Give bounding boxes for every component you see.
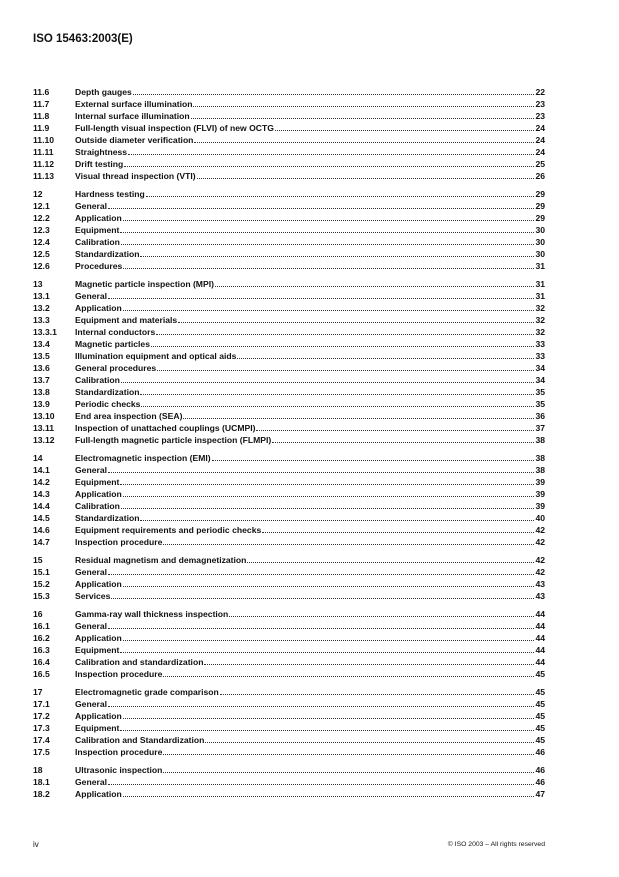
toc-entry-number: 11.7 xyxy=(33,99,50,109)
toc-entry-page: 45 xyxy=(535,723,545,733)
toc-entry[interactable] xyxy=(33,536,545,548)
toc-leader-dots xyxy=(123,788,535,797)
toc-entry-number: 17.1 xyxy=(33,699,50,709)
toc-entry-title: Full-length magnetic particle inspection (FLMPI) xyxy=(75,435,272,445)
toc-entry-number: 13.4 xyxy=(33,339,50,349)
toc-leader-dots xyxy=(156,326,534,335)
toc-entry-number: 14.7 xyxy=(33,537,50,547)
toc-entry-title: Calibration xyxy=(75,237,120,247)
toc-entry[interactable] xyxy=(33,362,545,374)
toc-entry-number: 13.7 xyxy=(33,375,50,385)
toc-entry[interactable] xyxy=(33,350,545,362)
toc-entry-number: 17.5 xyxy=(33,747,50,757)
toc-leader-dots xyxy=(247,554,534,563)
toc-entry-title: Inspection of unattached couplings (UCMPI) xyxy=(75,423,256,433)
toc-entry[interactable] xyxy=(33,86,545,98)
toc-leader-dots xyxy=(123,212,535,221)
toc-entry-title: Equipment xyxy=(75,477,120,487)
toc-entry[interactable] xyxy=(33,566,545,578)
toc-leader-dots xyxy=(120,644,534,653)
toc-entry-page: 24 xyxy=(535,147,545,157)
toc-entry-title: Illumination equipment and optical aids xyxy=(75,351,237,361)
toc-entry[interactable] xyxy=(33,500,545,512)
toc-entry-number: 11.8 xyxy=(33,111,50,121)
toc-entry[interactable] xyxy=(33,476,545,488)
toc-leader-dots xyxy=(178,314,534,323)
toc-entry-title: Standardization xyxy=(75,513,140,523)
toc-entry-number: 11.10 xyxy=(33,135,55,145)
toc-entry-number: 12.3 xyxy=(33,225,50,235)
toc-entry-title: General xyxy=(75,699,108,709)
toc-entry-page: 44 xyxy=(535,645,545,655)
toc-entry-title: Equipment and materials xyxy=(75,315,178,325)
toc-entry-title: Electromagnetic inspection (EMI) xyxy=(75,453,211,463)
toc-entry-page: 44 xyxy=(535,657,545,667)
toc-entry[interactable] xyxy=(33,398,545,410)
toc-entry-page: 31 xyxy=(535,279,545,289)
toc-entry-page: 39 xyxy=(535,501,545,511)
toc-entry-title: General xyxy=(75,621,108,631)
toc-entry[interactable] xyxy=(33,122,545,134)
toc-leader-dots xyxy=(146,188,535,197)
toc-entry-page: 35 xyxy=(535,387,545,397)
toc-entry-page: 37 xyxy=(535,423,545,433)
toc-leader-dots xyxy=(123,488,535,497)
toc-entry-page: 46 xyxy=(535,777,545,787)
toc-entry-number: 12.4 xyxy=(33,237,50,247)
toc-entry-title: Hardness testing xyxy=(75,189,145,199)
toc-entry-number: 14.4 xyxy=(33,501,50,511)
toc-entry-title: General xyxy=(75,465,108,475)
toc-leader-dots xyxy=(163,764,534,773)
toc-entry-title: Equipment xyxy=(75,645,120,655)
toc-leader-dots xyxy=(163,746,534,755)
toc-entry-page: 44 xyxy=(535,633,545,643)
toc-entry-title: Magnetic particles xyxy=(75,339,150,349)
toc-entry-title: Outside diameter verification xyxy=(75,135,194,145)
toc-entry-number: 11.13 xyxy=(33,171,55,181)
toc-entry-title: General procedures xyxy=(75,363,157,373)
toc-leader-dots xyxy=(215,278,534,287)
toc-entry-page: 22 xyxy=(535,87,545,97)
toc-entry-page: 36 xyxy=(535,411,545,421)
toc-entry[interactable] xyxy=(33,608,545,620)
toc-leader-dots xyxy=(256,422,534,431)
toc-entry-title: General xyxy=(75,291,108,301)
toc-entry-number: 13 xyxy=(33,279,43,289)
toc-entry-title: Inspection procedure xyxy=(75,669,163,679)
toc-entry[interactable] xyxy=(33,158,545,170)
toc-leader-dots xyxy=(140,386,534,395)
toc-entry-number: 15.1 xyxy=(33,567,50,577)
toc-leader-dots xyxy=(141,398,534,407)
toc-entry-page: 24 xyxy=(535,135,545,145)
toc-entry-number: 14.5 xyxy=(33,513,50,523)
toc-entry[interactable] xyxy=(33,110,545,122)
toc-section-group xyxy=(33,278,545,446)
toc-entry-number: 13.3 xyxy=(33,315,50,325)
toc-entry[interactable] xyxy=(33,248,545,260)
toc-entry-number: 11.12 xyxy=(33,159,55,169)
toc-leader-dots xyxy=(163,536,534,545)
toc-leader-dots xyxy=(121,374,535,383)
toc-entry[interactable] xyxy=(33,746,545,758)
toc-entry[interactable] xyxy=(33,578,545,590)
toc-entry-page: 38 xyxy=(535,435,545,445)
toc-entry-number: 13.1 xyxy=(33,291,50,301)
toc-entry-number: 13.6 xyxy=(33,363,50,373)
toc-entry-number: 14.2 xyxy=(33,477,50,487)
toc-entry-number: 15.2 xyxy=(33,579,50,589)
toc-entry[interactable] xyxy=(33,788,545,800)
toc-entry-page: 29 xyxy=(535,201,545,211)
toc-leader-dots xyxy=(194,134,534,143)
toc-leader-dots xyxy=(151,338,534,347)
toc-entry-page: 46 xyxy=(535,747,545,757)
toc-entry-title: Standardization xyxy=(75,387,140,397)
toc-entry-number: 14.3 xyxy=(33,489,50,499)
copyright-notice: © ISO 2003 – All rights reserved xyxy=(447,841,545,848)
toc-entry-page: 38 xyxy=(535,465,545,475)
toc-entry-page: 30 xyxy=(535,249,545,259)
toc-entry[interactable] xyxy=(33,776,545,788)
toc-entry-page: 29 xyxy=(535,189,545,199)
toc-entry-title: Periodic checks xyxy=(75,399,141,409)
toc-entry[interactable] xyxy=(33,98,545,110)
toc-entry[interactable] xyxy=(33,524,545,536)
toc-entry-number: 14.1 xyxy=(33,465,50,475)
toc-entry[interactable] xyxy=(33,422,545,434)
toc-entry[interactable] xyxy=(33,656,545,668)
page-number: iv xyxy=(33,840,39,849)
toc-entry-number: 13.10 xyxy=(33,411,55,421)
toc-entry-title: Application xyxy=(75,579,122,589)
toc-entry-page: 39 xyxy=(535,477,545,487)
toc-entry-title: Straightness xyxy=(75,147,128,157)
toc-entry-title: Calibration xyxy=(75,375,120,385)
toc-entry-number: 17.2 xyxy=(33,711,50,721)
toc-entry-title: General xyxy=(75,567,108,577)
toc-entry[interactable] xyxy=(33,764,545,776)
toc-section-group xyxy=(33,554,545,602)
toc-entry[interactable] xyxy=(33,590,545,602)
toc-entry[interactable] xyxy=(33,146,545,158)
toc-leader-dots xyxy=(120,476,534,485)
table-of-contents xyxy=(33,86,545,806)
toc-entry-title: Application xyxy=(75,789,122,799)
toc-entry-page: 38 xyxy=(535,453,545,463)
toc-entry-page: 45 xyxy=(535,699,545,709)
toc-entry-page: 29 xyxy=(535,213,545,223)
toc-leader-dots xyxy=(123,632,535,641)
toc-entry[interactable] xyxy=(33,212,545,224)
toc-entry-page: 43 xyxy=(535,591,545,601)
toc-entry-number: 16 xyxy=(33,609,43,619)
toc-entry-title: External surface illumination xyxy=(75,99,193,109)
toc-entry-number: 13.12 xyxy=(33,435,55,445)
toc-entry-page: 25 xyxy=(535,159,545,169)
toc-leader-dots xyxy=(272,434,534,443)
toc-entry[interactable] xyxy=(33,326,545,338)
toc-entry[interactable] xyxy=(33,488,545,500)
toc-entry-title: Application xyxy=(75,489,122,499)
toc-entry-title: Magnetic particle inspection (MPI) xyxy=(75,279,214,289)
toc-leader-dots xyxy=(205,734,534,743)
toc-entry-page: 35 xyxy=(535,399,545,409)
toc-entry-page: 32 xyxy=(535,327,545,337)
document-header: ISO 15463:2003(E) xyxy=(33,33,133,45)
toc-entry-page: 33 xyxy=(535,351,545,361)
toc-leader-dots xyxy=(124,158,534,167)
toc-entry-page: 45 xyxy=(535,711,545,721)
toc-leader-dots xyxy=(111,590,534,599)
toc-entry[interactable] xyxy=(33,314,545,326)
toc-leader-dots xyxy=(120,722,534,731)
toc-entry[interactable] xyxy=(33,434,545,446)
toc-leader-dots xyxy=(237,350,534,359)
toc-entry[interactable] xyxy=(33,188,545,200)
toc-entry-number: 16.1 xyxy=(33,621,50,631)
toc-entry-title: Internal surface illumination xyxy=(75,111,190,121)
toc-entry[interactable] xyxy=(33,554,545,566)
toc-entry[interactable] xyxy=(33,200,545,212)
toc-entry-page: 46 xyxy=(535,765,545,775)
toc-entry-page: 34 xyxy=(535,363,545,373)
toc-entry-number: 16.2 xyxy=(33,633,50,643)
toc-entry-number: 16.5 xyxy=(33,669,50,679)
toc-entry-number: 18.1 xyxy=(33,777,50,787)
toc-leader-dots xyxy=(108,566,534,575)
toc-leader-dots xyxy=(262,524,534,533)
toc-entry-page: 30 xyxy=(535,225,545,235)
toc-entry-title: Calibration and standardization xyxy=(75,657,204,667)
toc-entry[interactable] xyxy=(33,386,545,398)
toc-entry-title: Drift testing xyxy=(75,159,124,169)
toc-leader-dots xyxy=(212,452,535,461)
toc-entry-number: 17.4 xyxy=(33,735,50,745)
toc-leader-dots xyxy=(163,668,534,677)
toc-entry-title: Inspection procedure xyxy=(75,537,163,547)
toc-entry[interactable] xyxy=(33,260,545,272)
toc-entry-page: 43 xyxy=(535,579,545,589)
toc-entry-page: 32 xyxy=(535,303,545,313)
toc-entry-number: 11.11 xyxy=(33,147,54,157)
toc-entry-number: 18 xyxy=(33,765,43,775)
toc-entry-page: 31 xyxy=(535,261,545,271)
toc-entry-title: Visual thread inspection (VTI) xyxy=(75,171,196,181)
toc-entry-page: 23 xyxy=(535,111,545,121)
toc-entry-title: Application xyxy=(75,633,122,643)
toc-leader-dots xyxy=(108,464,534,473)
toc-entry-number: 13.9 xyxy=(33,399,50,409)
toc-entry-page: 32 xyxy=(535,315,545,325)
toc-entry-number: 15.3 xyxy=(33,591,50,601)
toc-leader-dots xyxy=(108,698,534,707)
toc-leader-dots xyxy=(197,170,535,179)
toc-entry-title: Equipment xyxy=(75,225,120,235)
toc-leader-dots xyxy=(133,86,535,95)
toc-entry-page: 33 xyxy=(535,339,545,349)
toc-leader-dots xyxy=(128,146,534,155)
toc-entry[interactable] xyxy=(33,698,545,710)
toc-leader-dots xyxy=(108,200,534,209)
toc-entry-number: 17 xyxy=(33,687,43,697)
toc-leader-dots xyxy=(108,620,534,629)
toc-leader-dots xyxy=(123,710,535,719)
toc-entry-title: Calibration and Standardization xyxy=(75,735,205,745)
toc-entry-title: Standardization xyxy=(75,249,140,259)
toc-section-group xyxy=(33,188,545,272)
toc-leader-dots xyxy=(191,110,535,119)
toc-entry-number: 12 xyxy=(33,189,43,199)
toc-entry[interactable] xyxy=(33,686,545,698)
toc-leader-dots xyxy=(193,98,534,107)
toc-leader-dots xyxy=(121,236,535,245)
toc-section-group xyxy=(33,452,545,548)
toc-leader-dots xyxy=(140,248,534,257)
toc-entry-number: 17.3 xyxy=(33,723,50,733)
toc-entry-number: 12.2 xyxy=(33,213,50,223)
toc-entry[interactable] xyxy=(33,290,545,302)
toc-entry-number: 16.3 xyxy=(33,645,50,655)
toc-entry-page: 42 xyxy=(535,537,545,547)
toc-leader-dots xyxy=(108,776,534,785)
toc-entry-title: Ultrasonic inspection xyxy=(75,765,163,775)
toc-entry-number: 14 xyxy=(33,453,43,463)
toc-section-group xyxy=(33,686,545,758)
toc-entry-number: 12.6 xyxy=(33,261,50,271)
toc-leader-dots xyxy=(275,122,535,131)
toc-entry[interactable] xyxy=(33,632,545,644)
toc-entry-page: 42 xyxy=(535,525,545,535)
toc-entry[interactable] xyxy=(33,278,545,290)
toc-leader-dots xyxy=(123,578,535,587)
toc-entry-page: 31 xyxy=(535,291,545,301)
toc-entry[interactable] xyxy=(33,710,545,722)
toc-entry[interactable] xyxy=(33,620,545,632)
toc-entry-title: Equipment requirements and periodic checks xyxy=(75,525,262,535)
toc-entry-number: 13.2 xyxy=(33,303,50,313)
toc-section-group xyxy=(33,764,545,800)
toc-entry-page: 45 xyxy=(535,687,545,697)
toc-entry-page: 45 xyxy=(535,735,545,745)
toc-entry[interactable] xyxy=(33,338,545,350)
toc-leader-dots xyxy=(123,260,534,269)
toc-entry-number: 13.8 xyxy=(33,387,50,397)
toc-entry-page: 24 xyxy=(535,123,545,133)
toc-entry-title: Depth gauges xyxy=(75,87,132,97)
toc-entry[interactable] xyxy=(33,170,545,182)
toc-entry-number: 11.9 xyxy=(33,123,50,133)
toc-entry-page: 39 xyxy=(535,489,545,499)
toc-entry-title: General xyxy=(75,777,108,787)
toc-entry[interactable] xyxy=(33,734,545,746)
toc-entry-number: 18.2 xyxy=(33,789,50,799)
toc-entry-number: 12.5 xyxy=(33,249,50,259)
toc-leader-dots xyxy=(121,500,535,509)
toc-entry-number: 16.4 xyxy=(33,657,50,667)
toc-leader-dots xyxy=(204,656,534,665)
toc-entry-title: Residual magnetism and demagnetization xyxy=(75,555,247,565)
toc-entry-number: 13.5 xyxy=(33,351,50,361)
toc-entry-title: Electromagnetic grade comparison xyxy=(75,687,219,697)
toc-entry-number: 11.6 xyxy=(33,87,50,97)
toc-entry-page: 44 xyxy=(535,609,545,619)
toc-entry[interactable] xyxy=(33,134,545,146)
toc-section-group xyxy=(33,86,545,182)
toc-entry-page: 40 xyxy=(535,513,545,523)
toc-entry-page: 45 xyxy=(535,669,545,679)
toc-entry[interactable] xyxy=(33,374,545,386)
toc-entry[interactable] xyxy=(33,224,545,236)
toc-entry-number: 13.11 xyxy=(33,423,55,433)
toc-entry-title: Calibration xyxy=(75,501,120,511)
toc-entry-page: 42 xyxy=(535,567,545,577)
toc-entry-number: 12.1 xyxy=(33,201,50,211)
toc-leader-dots xyxy=(157,362,534,371)
toc-section-group xyxy=(33,608,545,680)
toc-entry-page: 30 xyxy=(535,237,545,247)
toc-entry-title: Gamma-ray wall thickness inspection xyxy=(75,609,229,619)
toc-entry-title: Internal conductors xyxy=(75,327,156,337)
toc-entry[interactable] xyxy=(33,668,545,680)
toc-entry-number: 13.3.1 xyxy=(33,327,57,337)
toc-entry-page: 47 xyxy=(535,789,545,799)
toc-leader-dots xyxy=(220,686,535,695)
toc-entry[interactable] xyxy=(33,302,545,314)
toc-leader-dots xyxy=(183,410,534,419)
toc-entry[interactable] xyxy=(33,512,545,524)
toc-leader-dots xyxy=(123,302,535,311)
toc-entry-title: End area inspection (SEA) xyxy=(75,411,183,421)
toc-entry-title: Application xyxy=(75,711,122,721)
toc-entry-page: 34 xyxy=(535,375,545,385)
toc-entry-title: Full-length visual inspection (FLVI) of new OCTG xyxy=(75,123,274,133)
toc-entry-title: Inspection procedure xyxy=(75,747,163,757)
toc-entry-number: 14.6 xyxy=(33,525,50,535)
toc-entry[interactable] xyxy=(33,464,545,476)
toc-leader-dots xyxy=(140,512,534,521)
toc-entry-page: 42 xyxy=(535,555,545,565)
toc-leader-dots xyxy=(108,290,534,299)
toc-entry-page: 26 xyxy=(535,171,545,181)
toc-entry-page: 23 xyxy=(535,99,545,109)
toc-entry[interactable] xyxy=(33,410,545,422)
toc-entry-title: General xyxy=(75,201,108,211)
toc-entry[interactable] xyxy=(33,452,545,464)
toc-entry-title: Application xyxy=(75,303,122,313)
toc-entry-number: 15 xyxy=(33,555,43,565)
toc-entry-title: Equipment xyxy=(75,723,120,733)
toc-entry-page: 44 xyxy=(535,621,545,631)
toc-entry-title: Services xyxy=(75,591,111,601)
toc-entry-title: Procedures xyxy=(75,261,123,271)
toc-entry[interactable] xyxy=(33,722,545,734)
toc-leader-dots xyxy=(120,224,534,233)
toc-entry[interactable] xyxy=(33,644,545,656)
toc-entry-title: Application xyxy=(75,213,122,223)
toc-entry[interactable] xyxy=(33,236,545,248)
toc-leader-dots xyxy=(229,608,534,617)
